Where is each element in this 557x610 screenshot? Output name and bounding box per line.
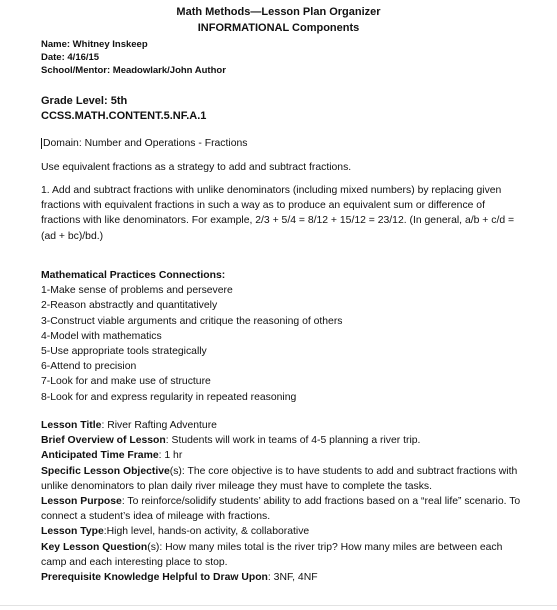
lesson-title-label: Lesson Title xyxy=(41,420,102,431)
objective-value: (s): The core objective is to have students to add and subtract fractions with unlike denominators to plan daily river mileage they must have to complete the tasks. xyxy=(41,465,518,492)
document-title-block xyxy=(0,4,557,36)
lesson-type-line xyxy=(41,524,521,539)
practice-item: 4-Model with mathematics xyxy=(41,330,162,342)
document-subtitle: INFORMATIONAL Components xyxy=(197,22,360,34)
lesson-details xyxy=(41,418,521,585)
purpose-line xyxy=(41,494,521,524)
grade-level: Grade Level: 5th xyxy=(41,95,128,107)
domain-text: omain: Number and Operations - Fractions xyxy=(50,138,248,149)
page-bottom-divider xyxy=(0,605,557,606)
practice-item: 7-Look for and make use of structure xyxy=(41,376,211,388)
school-mentor: School/Mentor: Meadowlark/John Author xyxy=(41,65,226,76)
objective-label: Specific Lesson Objective xyxy=(41,465,170,477)
prerequisite-label: Prerequisite Knowledge Helpful to Draw Upon xyxy=(41,572,268,584)
document-title: Math Methods—Lesson Plan Organizer xyxy=(176,6,381,18)
strategy-text: Use equivalent fractions as a strategy to add and subtract fractions. xyxy=(41,162,352,173)
practice-item: 3-Construct viable arguments and critique the reasoning of others xyxy=(41,315,343,327)
prerequisite-value: : 3NF, 4NF xyxy=(267,572,318,584)
key-question-label: Key Lesson Question xyxy=(41,541,148,553)
domain-first-letter: D xyxy=(43,138,51,149)
time-frame-value: : 1 hr xyxy=(158,450,183,462)
grade-section xyxy=(41,94,206,124)
prerequisite-line xyxy=(41,570,521,585)
domain-line xyxy=(41,136,521,151)
practice-item: 5-Use appropriate tools strategically xyxy=(41,346,207,358)
practice-item: 6-Attend to precision xyxy=(41,361,137,373)
practice-item: 2-Reason abstractly and quantitatively xyxy=(41,300,218,312)
overview-label: Brief Overview of Lesson xyxy=(41,435,166,447)
practice-item: 8-Look for and express regularity in repeated reasoning xyxy=(41,391,297,403)
text-cursor xyxy=(41,138,42,149)
purpose-label: Lesson Purpose xyxy=(41,496,122,508)
time-frame-label: Anticipated Time Frame xyxy=(41,450,159,462)
objective-line xyxy=(41,464,521,494)
purpose-value: : To reinforce/solidify students’ ability to add fractions based on a “real life” scenario. To connect a student’s idea of mileage with fractions. xyxy=(41,496,521,523)
practices-section xyxy=(41,268,521,405)
lesson-title-line xyxy=(41,418,521,433)
overview-value: : Students will work in teams of 4-5 planning a river trip. xyxy=(165,435,421,447)
lesson-type-label: Lesson Type xyxy=(41,526,104,538)
key-question-value: (s): How many miles total is the river trip? How many miles are between each camp and each interesting place to stop. xyxy=(41,541,503,568)
standard-description: 1. Add and subtract fractions with unlike denominators (including mixed numbers) by replacing given fractions with equivalent fractions in such a way as to produce an equivalent sum or difference of fractions with like denominators. For example, 2/3 + 5/4 = 8/12 + 15/12 = 23/12. (In general, a/b + c/d = (ad + bc)/bd.) xyxy=(41,185,515,242)
practice-item: 1-Make sense of problems and persevere xyxy=(41,285,233,297)
lesson-title-value: : River Rafting Adventure xyxy=(101,420,217,431)
key-question-line xyxy=(41,540,521,570)
overview-line xyxy=(41,433,521,448)
author-name: Name: Whitney Inskeep xyxy=(41,39,148,50)
ccss-standard: CCSS.MATH.CONTENT.5.NF.A.1 xyxy=(41,110,207,122)
lesson-date: Date: 4/16/15 xyxy=(41,52,100,63)
time-frame-line xyxy=(41,448,521,463)
practices-heading: Mathematical Practices Connections: xyxy=(41,270,226,281)
lesson-type-value: :High level, hands-on activity, & collaborative xyxy=(103,526,310,538)
